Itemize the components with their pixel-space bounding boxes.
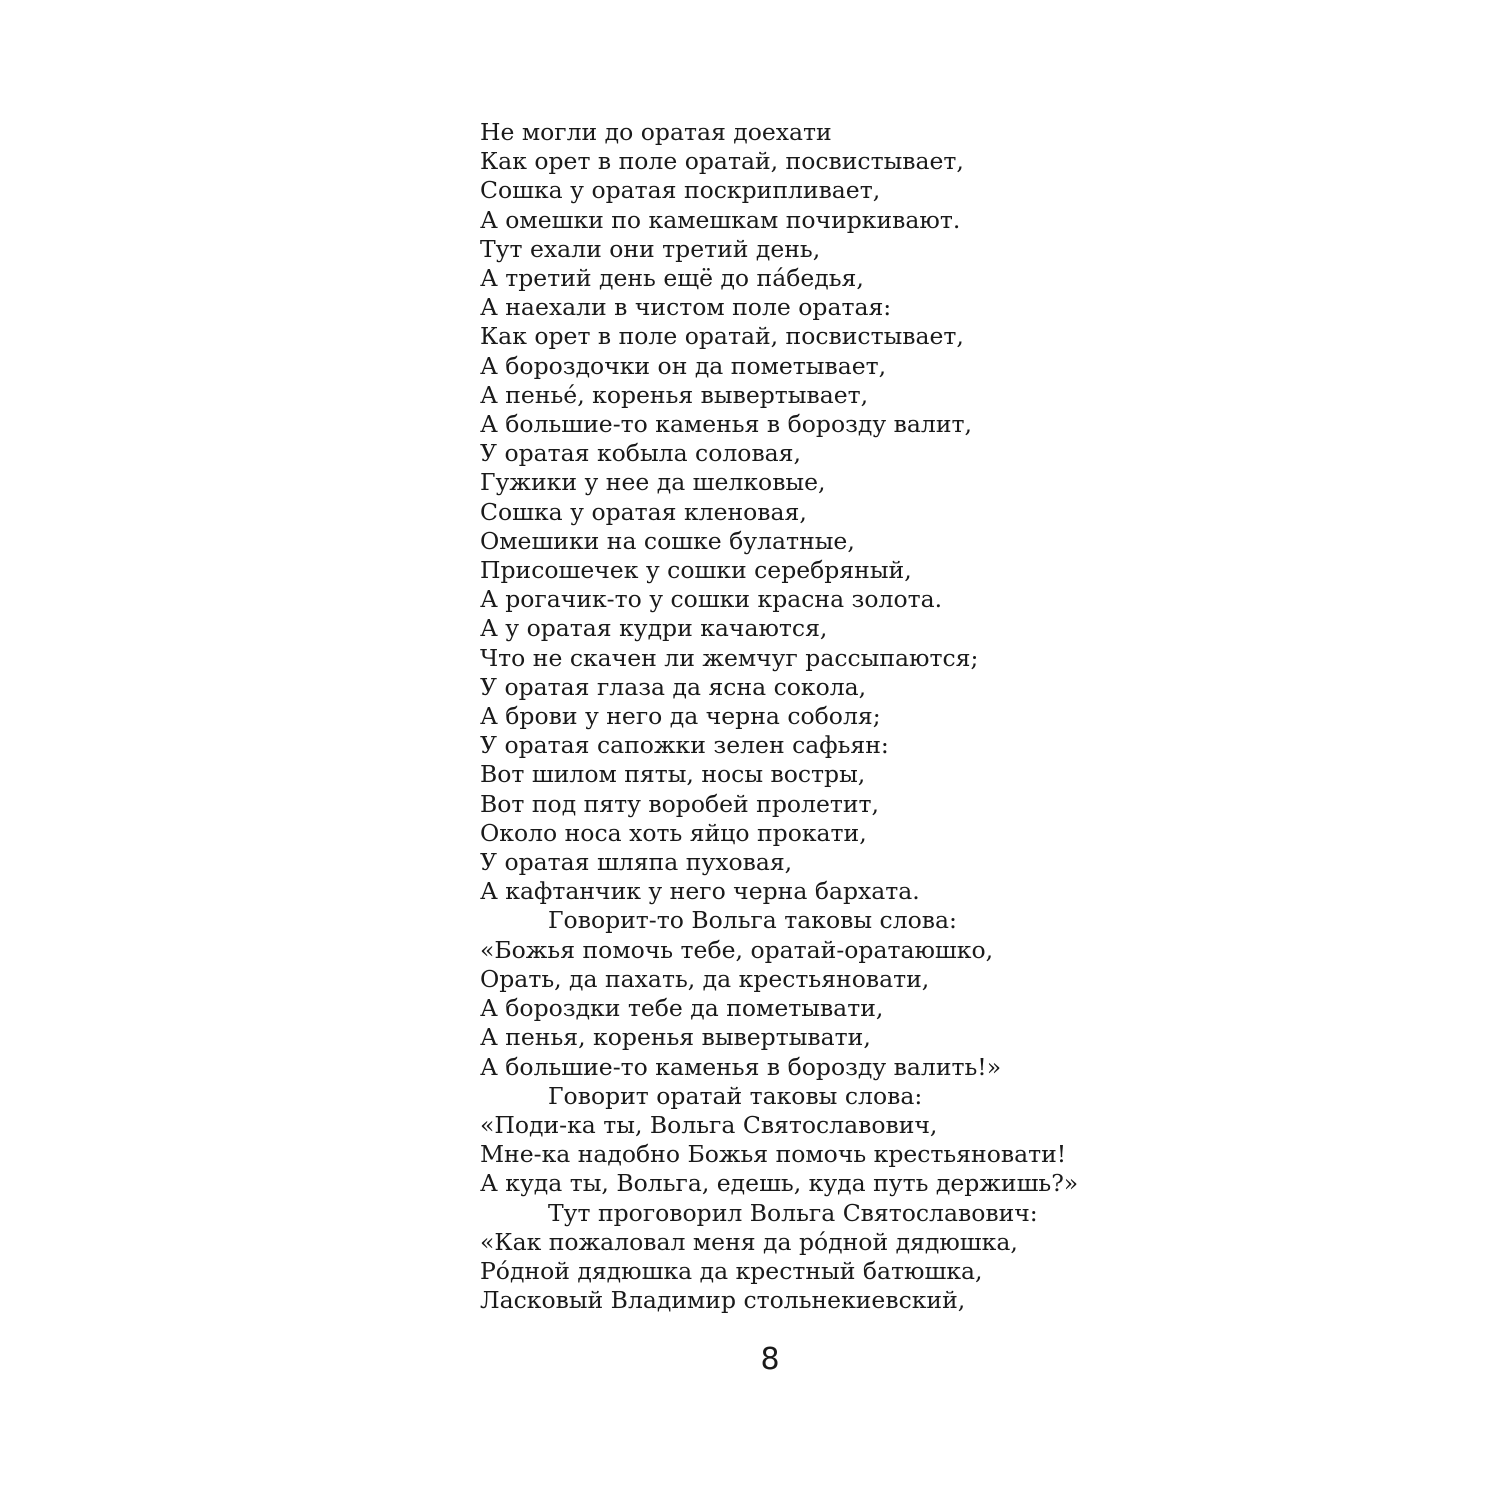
page-number: 8 [760,1342,780,1377]
poem-line: Около носа хоть яйцо прокати, [480,818,867,847]
poem-line: Присошечек у сошки серебряный, [480,556,912,585]
poem-line: Сошка у оратая поскрипливает, [480,176,881,205]
poem-line: А кафтанчик у него черна бархата. [480,877,920,906]
poem-line: Говорит оратай таковы слова: [548,1081,923,1110]
poem-line: Орать, да пахать, да крестьяновати, [480,964,930,993]
poem-line: Говорит-то Вольга таковы слова: [548,906,957,935]
poem-line: А куда ты, Вольга, едешь, куда путь держишь?» [480,1169,1079,1198]
poem-line: А рогачик-то у сошки красна золота. [480,585,943,614]
poem-line: «Поди-ка ты, Вольга Святославович, [480,1110,938,1139]
poem-line: А бороздки тебе да пометывати, [480,994,884,1023]
poem-line: А третий день ещё до па́бедья, [480,264,864,293]
poem-line: А бороздочки он да пометывает, [480,351,887,380]
poem-line: Сошка у оратая кленовая, [480,497,807,526]
poem-line: Как орет в поле оратай, посвистывает, [480,322,964,351]
poem-line: Ро́дной дядюшка да крестный батюшка, [480,1256,983,1285]
poem-line: «Божья помочь тебе, оратай-оратаюшко, [480,935,994,964]
poem-line: Как орет в поле оратай, посвистывает, [480,147,964,176]
poem-line: Не могли до оратая доехати [480,118,832,146]
poem-line: Вот под пяту воробей пролетит, [480,789,880,818]
poem-line: Гужики у нее да шелковые, [480,468,826,497]
poem-line: Тут ехали они третий день, [480,234,821,263]
poem-line: А пенье́, коренья вывертывает, [480,380,869,409]
poem-line: Ласковый Владимир стольнекиевский, [480,1286,966,1315]
poem-line: У оратая шляпа пуховая, [480,848,793,877]
poem-line: «Как пожаловал меня да ро́дной дядюшка, [480,1227,1018,1256]
poem-line: А наехали в чистом поле оратая: [480,293,892,322]
poem-line: А омешки по камешкам почиркивают. [480,205,961,234]
poem-line: А большие-то каменья в борозду валит, [480,410,972,439]
poem-line: А большие-то каменья в борозду валить!» [480,1052,1002,1081]
poem-line: А брови у него да черна соболя; [480,702,881,731]
poem-line: А у оратая кудри качаются, [480,614,828,643]
poem-line: Что не скачен ли жемчуг рассыпаются; [480,643,979,672]
poem-line: А пенья, коренья вывертывати, [480,1023,871,1052]
poem-line: У оратая кобыла соловая, [480,439,801,468]
poem-line: У оратая сапожки зелен сафьян: [480,731,889,760]
poem-line: Мне-ка надобно Божья помочь крестьяновати! [480,1140,1067,1169]
poem-line: Вот шилом пяты, носы востры, [480,760,866,789]
poem-text-block [480,118,1440,1315]
poem-line: Омешики на сошке булатные, [480,526,855,555]
poem-line: Тут проговорил Вольга Святославович: [548,1198,1038,1227]
poem-line: У оратая глаза да ясна сокола, [480,672,867,701]
